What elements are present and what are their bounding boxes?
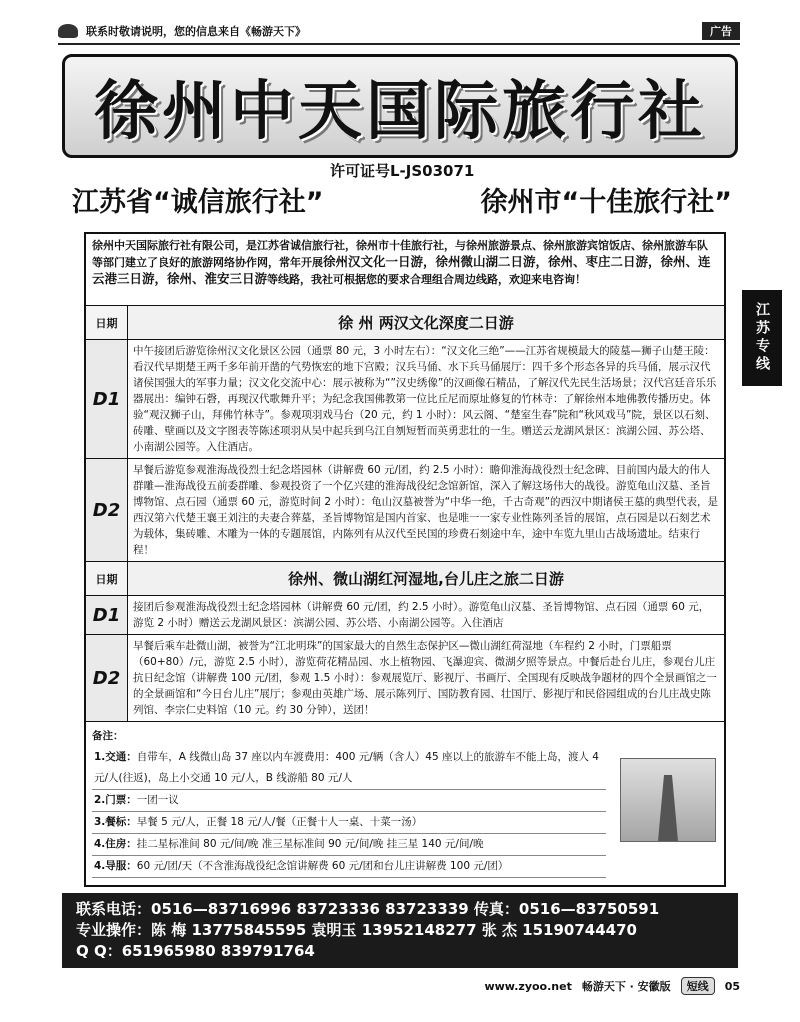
notes-section: [86, 722, 724, 882]
header-note: 联系时敬请说明，您的信息来自《畅游天下》: [86, 25, 306, 38]
route2-day2-row: [86, 635, 724, 722]
route2-title: 徐州、微山湖红河湿地,台儿庄之旅二日游: [128, 562, 724, 595]
contact-phone: 联系电话：0516—83716996 83723336 83723339 传真：0516—83750591: [76, 900, 660, 918]
note-text: 自带车，A 线微山岛 37 座以内车渡费用：400 元/辆（含人）45 座以上的旅游车不能上岛，渡人 4 元/人(往返)，岛上小交通 10 元/人，B 线游船 80 元/人: [94, 751, 599, 784]
itinerary-panel: [84, 232, 726, 887]
note-item: [92, 834, 606, 856]
route1-day1-row: [86, 340, 724, 459]
side-section-tab: 江苏专线: [742, 290, 782, 386]
route2-d1-label: D1: [86, 596, 128, 634]
monument-photo: [620, 758, 716, 842]
title-banner: [62, 54, 738, 158]
top-divider: [58, 43, 740, 45]
contact-operators: 专业操作：陈 梅 13775845595 袁明玉 13952148277 张 杰 15190744470: [76, 921, 637, 939]
contact-qq: Q Q：651965980 839791764: [76, 942, 315, 960]
slogan-right: 徐州市“十佳旅行社”: [480, 187, 732, 218]
intro-part1: 徐州中天国际旅行社有限公司，是江苏省诚信旅行社，徐州市十佳旅行社，与徐州旅游景点、徐州旅游宾馆饭店、徐州旅游车队等部门建立了良好的旅游网络协作网，常年开展: [92, 239, 708, 269]
route1-header-row: [86, 306, 724, 340]
note-text: 挂二星标准间 80 元/间/晚 准三星标准间 90 元/间/晚 挂三星 140 元/间/晚: [136, 838, 484, 850]
footer-url: www.zyoo.net: [484, 979, 572, 993]
agency-title: 徐州中天国际旅行社: [94, 75, 706, 149]
route1-d1-text: 中午接团后游览徐州汉文化景区公园（通票 80 元，3 小时左右）：“汉文化三绝”——江苏省规模最大的陵墓—狮子山楚王陵：看汉代早期楚王两千多年前开凿的气势恢宏的地下宫殿；汉兵马俑、水下兵马俑展厅：四千多个形态各异的兵马俑，展示汉代诸侯国强大的军事力量；汉文化交流中心：展示被称为“”汉史绣像”的汉画像石精品，了解汉代先民生活场景；汉代宫廷音乐乐器展出：编钟石磬，再现汉代歌舞升平；为纪念我国佛教第一位比丘尼而原址修复的竹林寺：了解徐州本地佛教传播历史。体验“观汉狮子山，拜佛竹林寺”。参观项羽戏马台（20 元，约 1 小时）：风云阁、“楚室生春”院和“秋风戏马”院，景区以石刻、砖雕、壁画以及文字图表等陈述项羽从吴中起兵到乌江自刎短暂而英勇悲壮的一生。赠送云龙湖风景区：滨湖公园、苏公塔、小南湖公园等。入住酒店。: [133, 345, 717, 453]
route1-d1-label: D1: [86, 340, 128, 458]
page-number: 05: [724, 979, 740, 993]
route2-d2-text: 早餐后乘车赴微山湖，被誉为“江北明珠”的国家最大的自然生态保护区—微山湖红荷湿地（车程约 2 小时，门票船票（60+80）/元，游览 2.5 小时），游览荷花精品园、水上植物园、飞瀑迎宾、微湖夕照等景点。中餐后赴台儿庄，参观台儿庄抗日纪念馆（讲解费 100 元/团，参观 1.5 小时）：参观展览厅、影视厅、书画厅、全国现有反映战争题材的四个全景画馆之一的全景画馆和“今日台儿庄”展厅；参观由英雄广场、展示陈列厅、国防教育园、壮国厅、影视厅和民俗园组成的台儿庄战史陈列馆、李宗仁史料馆（10 元。约 30 分钟），送团！: [133, 640, 717, 716]
note-item: [92, 812, 606, 834]
intro-routes: 徐州汉文化一日游，徐州微山湖二日游，徐州、枣庄二日游，徐州、连云港三日游，徐州、淮安三日游: [92, 254, 711, 286]
note-item: [92, 856, 606, 878]
notes-heading: 备注：: [92, 730, 124, 742]
note-text: 早餐 5 元/人，正餐 18 元/人/餐（正餐十人一桌、十菜一汤）: [136, 816, 423, 828]
note-item: [92, 747, 606, 790]
ad-label: 广告: [702, 22, 740, 40]
page-footer: [430, 975, 740, 997]
route2-d1-text: 接团后参观淮海战役烈士纪念塔园林（讲解费 60 元/团，约 2.5 小时）。游览龟山汉墓、圣旨博物馆、点石园（通票 60 元，游览 2 小时）赠送云龙湖风景区：滨湖公园、苏公塔、小南湖公园等。入住酒店: [133, 601, 710, 629]
day-column-label-2: 日期: [86, 562, 128, 595]
top-bar: [58, 20, 740, 42]
license-number: 许可证号L-JS03071: [330, 162, 475, 180]
intro-text: [86, 234, 724, 306]
monument-tower-icon: [658, 775, 678, 841]
note-label: 3.餐标：: [94, 816, 137, 828]
route2-d2-label: D2: [86, 635, 128, 721]
slogan-left: 江苏省“诚信旅行社”: [72, 187, 324, 218]
contact-block: [62, 893, 738, 968]
note-label: 4.导服：: [94, 860, 137, 872]
note-label: 4.住房：: [94, 838, 137, 850]
magazine-logo-icon: [58, 24, 78, 38]
route2-header-row: [86, 562, 724, 596]
footer-brand: 畅游天下 · 安徽版: [581, 980, 671, 993]
route1-day2-row: [86, 459, 724, 562]
route1-d2-text: 早餐后游览参观淮海战役烈士纪念塔园林（讲解费 60 元/团，约 2.5 小时）：瞻仰淮海战役烈士纪念碑、目前国内最大的伟人群雕—淮海战役五前委群雕、参观投资了一个亿兴建的淮海战役纪念馆新馆，深入了解这场伟大的战役。游览龟山汉墓、圣旨博物馆、点石园（通票 60 元，游览时间 2 小时）：龟山汉墓被誉为“中华一绝，千古奇观”的西汉中期诸侯王墓的典型代表，是西汉第六代楚王襄王刘注的夫妻合葬墓，圣旨博物馆是国内首家、也是唯一一家专业性陈列圣旨的展馆，点石园是以石刻艺术为载体，集砖雕、木雕为一体的专题展馆，内陈列有从汉代至民国的珍费石刻途中车，途中车览九里山古战场遗址。结束行程！: [133, 464, 719, 556]
note-text: 60 元/团/天（不含淮海战役纪念馆讲解费 60 元/团和台儿庄讲解费 100 元/团）: [136, 860, 509, 872]
footer-badge: 短线: [681, 977, 715, 995]
note-text: 一团一议: [136, 794, 179, 806]
note-label: 2.门票：: [94, 794, 137, 806]
intro-part2: 等线路，我社可根据您的要求合理组合周边线路，欢迎来电咨询！: [267, 273, 587, 286]
route2-day1-row: [86, 596, 724, 635]
slogan: [72, 180, 732, 219]
route1-d2-label: D2: [86, 459, 128, 561]
route1-title: 徐 州 两汉文化深度二日游: [128, 306, 724, 339]
note-label: 1.交通：: [94, 751, 137, 763]
day-column-label: 日期: [86, 306, 128, 339]
note-item: [92, 790, 606, 812]
